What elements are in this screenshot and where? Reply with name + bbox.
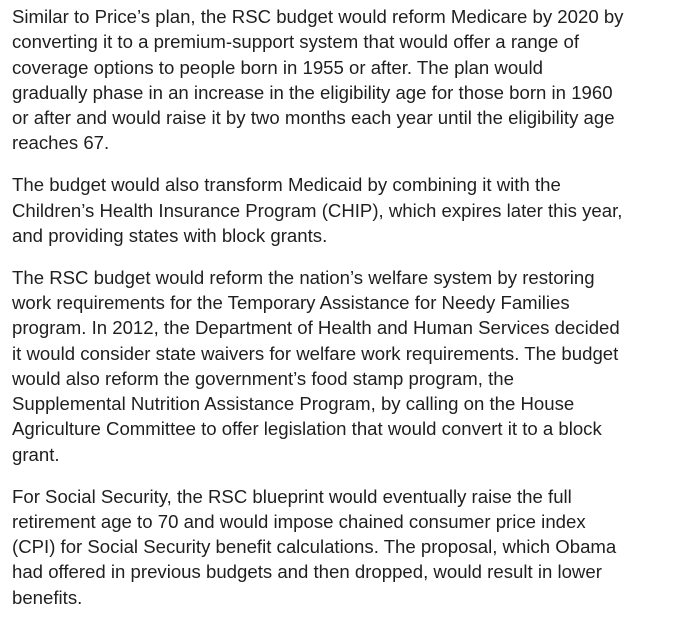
paragraph-welfare [12, 265, 688, 467]
text-line: benefits. [12, 586, 83, 608]
article-body [12, 4, 688, 610]
text-line: (CPI) for Social Security benefit calculations. The proposal, which Obama [12, 536, 617, 558]
text-line: would also reform the government’s food stamp program, the [12, 367, 514, 389]
paragraph-social-security [12, 484, 688, 610]
paragraph-medicaid [12, 172, 688, 248]
text-line: work requirements for the Temporary Assistance for Needy Families [12, 291, 570, 313]
text-line: it would consider state waivers for welfare work requirements. The budget [12, 342, 619, 364]
text-line: coverage options to people born in 1955 or after. The plan would [12, 56, 543, 78]
text-line: For Social Security, the RSC blueprint would eventually raise the full [12, 485, 572, 507]
text-line: Similar to Price’s plan, the RSC budget would reform Medicare by 2020 by [12, 6, 624, 27]
text-line: grant. [12, 443, 60, 465]
text-line: program. In 2012, the Department of Health and Human Services decided [12, 317, 620, 339]
text-line: The budget would also transform Medicaid by combining it with the [12, 174, 561, 196]
paragraph-medicare [12, 4, 688, 156]
text-line: retirement age to 70 and would impose chained consumer price index [12, 510, 586, 532]
text-line: reaches 67. [12, 132, 110, 154]
text-line: converting it to a premium-support system that would offer a range of [12, 31, 580, 53]
text-line: and providing states with block grants. [12, 224, 328, 246]
text-line: Supplemental Nutrition Assistance Program, by calling on the House [12, 393, 575, 415]
text-line: gradually phase in an increase in the eligibility age for those born in 1960 [12, 81, 613, 103]
text-line: had offered in previous budgets and then dropped, would result in lower [12, 561, 602, 583]
text-line: Children’s Health Insurance Program (CHIP), which expires later this year, [12, 199, 623, 221]
text-line: The RSC budget would reform the nation’s welfare system by restoring [12, 266, 595, 288]
text-line: or after and would raise it by two months each year until the eligibility age [12, 107, 615, 129]
text-line: Agriculture Committee to offer legislation that would convert it to a block [12, 418, 602, 440]
